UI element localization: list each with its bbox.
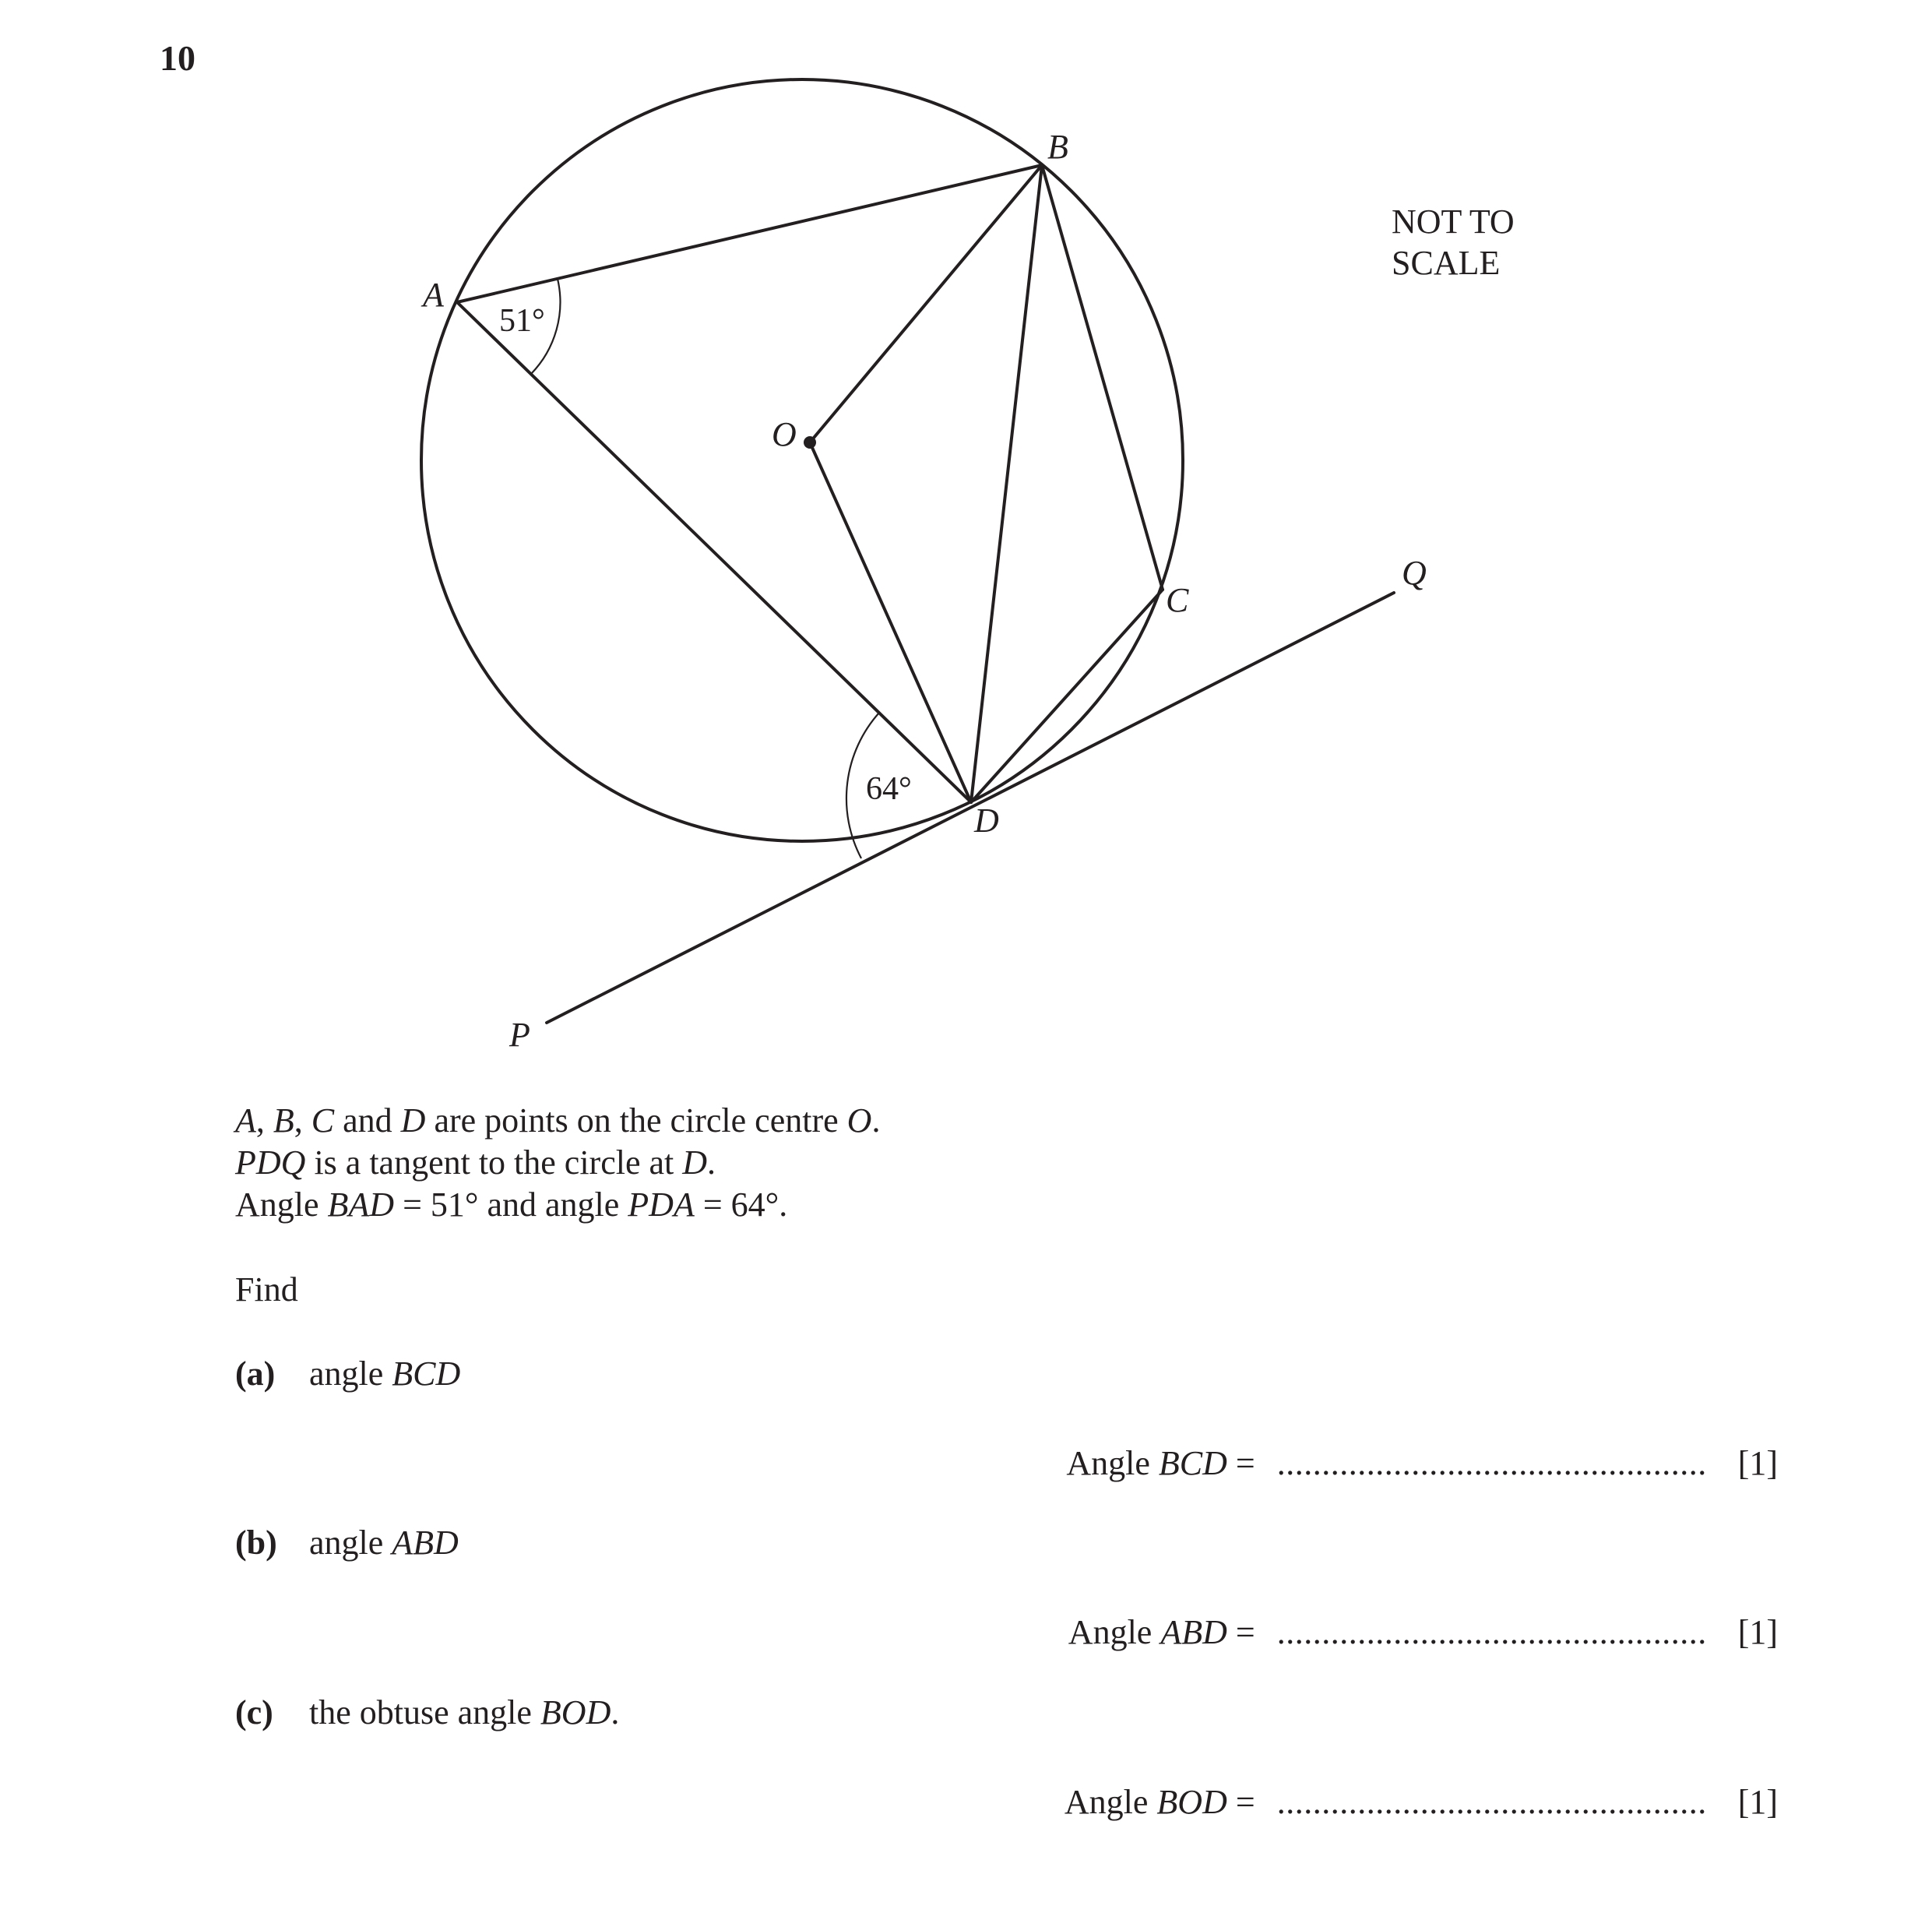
chord-bd: [971, 165, 1042, 802]
part-a-answer-line[interactable]: [1066, 1443, 1778, 1483]
part-a-question: [235, 1354, 460, 1393]
centre-dot: [804, 436, 816, 449]
label-b: B: [1047, 128, 1068, 166]
answer-field[interactable]: ................................................: [1276, 1444, 1707, 1482]
point-b-ref: B: [273, 1101, 294, 1140]
tangent-ref: PDQ: [235, 1143, 306, 1182]
part-b-answer-line[interactable]: [1068, 1612, 1778, 1652]
part-a-angle: BCD: [392, 1355, 461, 1393]
answer-prefix: Angle: [1066, 1444, 1159, 1482]
angle-label-pda: 64°: [866, 771, 912, 807]
statement-text: are points on the circle centre: [425, 1101, 847, 1140]
answer-prefix: Angle: [1064, 1783, 1157, 1821]
answer-field[interactable]: ................................................: [1276, 1783, 1707, 1821]
label-d: D: [974, 801, 999, 840]
label-p: P: [509, 1016, 530, 1054]
answer-equals: =: [1226, 1613, 1255, 1651]
point-d-ref: D: [682, 1143, 708, 1182]
part-c-question: [235, 1693, 619, 1732]
not-to-scale-line2: SCALE: [1392, 244, 1501, 282]
statement-text: Angle: [235, 1185, 328, 1224]
question-statement: [235, 1100, 880, 1226]
sep: ,: [294, 1101, 311, 1140]
answer-angle: BOD: [1156, 1783, 1227, 1821]
part-b-angle: ABD: [392, 1524, 459, 1562]
statement-line3: [235, 1184, 880, 1226]
statement-line1: [235, 1100, 880, 1142]
marks: [1]: [1737, 1444, 1778, 1482]
part-b-text: angle: [309, 1524, 392, 1562]
point-c-ref: C: [311, 1101, 335, 1140]
statement-text: = 64°.: [694, 1185, 788, 1224]
point-d-ref: D: [400, 1101, 426, 1140]
marks: [1]: [1737, 1613, 1778, 1651]
point-a-ref: A: [235, 1101, 256, 1140]
tangent-line-pdq: [547, 593, 1394, 1023]
statement-text: is a tangent to the circle at: [305, 1143, 683, 1182]
answer-prefix: Angle: [1068, 1613, 1161, 1651]
and-word: and: [334, 1101, 401, 1140]
part-a-text: angle: [309, 1355, 392, 1393]
answer-field[interactable]: ................................................: [1276, 1613, 1707, 1651]
statement-text: = 51° and angle: [394, 1185, 628, 1224]
chord-cd: [971, 590, 1163, 802]
marks: [1]: [1737, 1783, 1778, 1821]
label-a: A: [423, 276, 444, 314]
chord-ab: [457, 165, 1042, 302]
angle-label-bad: 51°: [499, 303, 545, 339]
full-stop: .: [871, 1101, 881, 1140]
circle: [421, 79, 1183, 841]
part-c-label: (c): [235, 1693, 273, 1731]
not-to-scale-line1: NOT TO: [1392, 203, 1515, 241]
part-a-label: (a): [235, 1355, 276, 1393]
angle-bad-ref: BAD: [327, 1185, 395, 1224]
angle-pda-ref: PDA: [628, 1185, 695, 1224]
chord-bc: [1042, 165, 1163, 590]
full-stop: .: [707, 1143, 716, 1182]
sep: ,: [255, 1101, 273, 1140]
answer-equals: =: [1226, 1783, 1255, 1821]
not-to-scale-note: [1392, 201, 1515, 284]
label-c: C: [1166, 581, 1189, 619]
statement-line2: [235, 1142, 880, 1184]
radius-ob: [810, 165, 1042, 442]
answer-equals: =: [1226, 1444, 1255, 1482]
point-o-ref: O: [846, 1101, 872, 1140]
answer-angle: ABD: [1160, 1613, 1227, 1651]
part-c-angle: BOD: [540, 1693, 611, 1731]
answer-angle: BCD: [1158, 1444, 1227, 1482]
radius-od: [810, 442, 971, 802]
label-o: O: [772, 415, 797, 453]
part-b-label: (b): [235, 1524, 277, 1562]
part-c-answer-line[interactable]: [1065, 1782, 1778, 1822]
find-instruction: Find: [235, 1270, 298, 1309]
part-c-text: the obtuse angle: [309, 1693, 540, 1731]
label-q: Q: [1402, 554, 1427, 592]
part-c-suffix: .: [611, 1693, 620, 1731]
part-b-question: [235, 1523, 459, 1562]
question-number: 10: [160, 38, 195, 78]
chord-ad: [457, 302, 971, 802]
